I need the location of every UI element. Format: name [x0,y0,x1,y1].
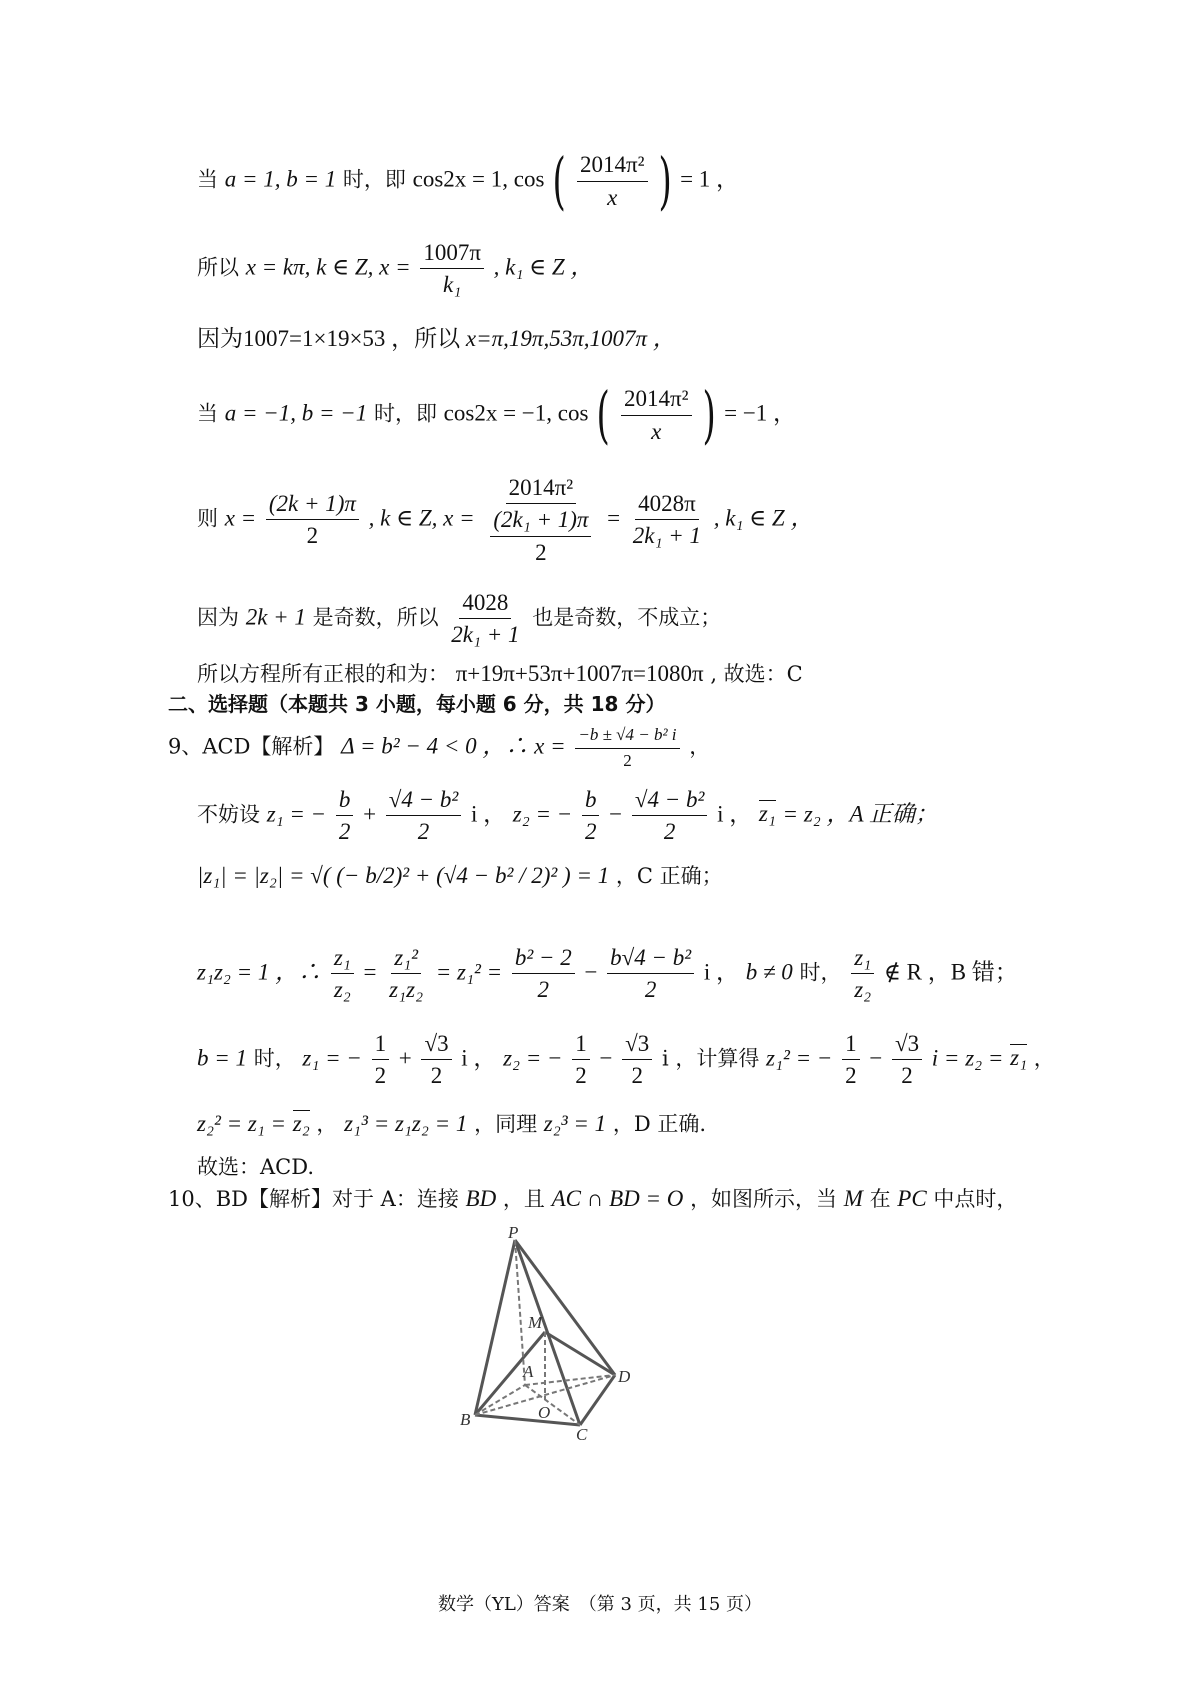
math-expr: x=π,19π,53π,1007π ， [465,326,676,351]
right-paren: ) [702,378,716,451]
label-M: M [528,1313,543,1332]
math-expr: z₂³ = 1 [543,1111,607,1136]
text: ，D 正确. [612,1112,707,1136]
math-expr: = z₁² = [435,959,503,985]
denominator: z₂ [333,977,351,1003]
fraction [572,1031,590,1089]
text: 当 [197,167,218,192]
numerator: 2014π² [506,475,577,504]
edge-BC [475,1415,580,1425]
math-expr: + [398,1045,412,1071]
text: 当 [197,401,218,426]
numerator: 1 [842,1031,860,1060]
text: 所以方程所有正根的和为： [197,662,449,686]
text: 是奇数，所以 [312,605,439,630]
math-expr: π+19π+53π+1007π=1080π [455,661,704,686]
inner-fraction [490,507,591,565]
denominator: 2 [575,1063,587,1089]
left-paren: ( [552,144,566,217]
fraction [582,787,600,845]
q9-line-6 [197,1112,706,1135]
page-footer: 数学（YL）答案 （第 3 页，共 15 页） [437,1594,763,1615]
denominator: 2 [901,1063,913,1089]
fraction [892,1031,922,1089]
fraction [266,491,359,549]
text: 时，即 [373,401,437,426]
denominator: 2 [306,523,319,549]
math-expr: − [584,959,598,985]
math-expr: AC ∩ BD = O [551,1186,684,1211]
math-expr: z₂² = z₁ = [197,1111,287,1136]
numerator: 1007π [420,240,484,269]
edge-AD [525,1375,615,1385]
fraction [575,726,679,770]
denominator: 2k₁ + 1 [632,523,701,549]
solution-line-2 [197,240,593,298]
math-expr: i ， [717,801,753,827]
label-P: P [508,1223,519,1242]
math-expr: − [599,1045,613,1071]
math-expr: cos2x = −1, cos [443,400,589,426]
denominator: k₁ [443,272,462,298]
math-expr: z₁ = − [302,1045,362,1071]
fraction [622,1031,652,1089]
text: 则 [197,506,218,531]
q10-line-1 [168,1187,1017,1210]
math-expr: b = 1 [197,1045,248,1071]
q9-line-5 [197,1031,1055,1089]
text: 中点时， [933,1187,1018,1211]
text: 因为1007=1×19×53 ，所以 [197,326,461,351]
text: 不妨设 [197,802,260,827]
math-expr: BD [465,1186,497,1211]
math-expr: Δ = b² − 4 < 0 ，∴ x = [341,733,566,759]
numerator: z₁ [851,945,874,974]
math-expr: z₂ = − [503,1045,563,1071]
text: 时，即 [342,167,406,192]
q9-line-3 [197,864,723,887]
math-expr: = 1 ， [680,166,740,192]
numerator: (2k + 1)π [266,491,359,520]
numerator: b² − 2 [512,945,575,974]
fraction [372,1031,390,1089]
text: ，同理 [474,1112,538,1136]
pyramid-figure [440,1220,660,1440]
solution-line-4 [197,378,797,451]
math-expr: + [363,801,377,827]
numerator: 2014π² [621,386,692,415]
denominator: x [651,418,662,444]
denominator: 2 [374,1063,387,1089]
numerator: b√4 − b² [607,945,694,974]
text: 因为 [197,605,239,630]
denominator: 2k₁ + 1 [451,622,520,648]
q9-line-2 [197,787,938,845]
math-expr: , k ∈ Z, x = [368,505,475,531]
math-expr: z₁² = − [766,1045,833,1071]
numerator: z₁ [331,945,354,974]
numerator: (2k₁ + 1)π [490,507,591,536]
math-expr: z₁³ = z₁z₂ = 1 [344,1111,468,1136]
denominator: z₁z₂ [389,977,424,1003]
text: 在 [869,1187,891,1211]
edge-PB [475,1240,515,1415]
conjugate-z1: z₁ [758,801,776,827]
denominator: 2 [845,1063,857,1089]
numerator: 4028 [459,590,511,619]
fraction [621,386,692,444]
question-label: 9、ACD【解析】 [168,734,335,759]
math-expr: i = z₂ = [931,1045,1004,1071]
solution-line-5 [197,475,813,565]
edge-BA [475,1385,525,1415]
math-expr: a = −1, b = −1 [224,400,368,426]
text: 时， [253,1046,296,1071]
q9-line-7: 故选：ACD. [197,1155,314,1179]
denominator: 2 [537,977,550,1003]
left-paren: ( [596,378,610,451]
fraction [421,1031,451,1089]
fraction [386,945,426,1003]
text: 所以 [197,255,239,280]
denominator: 2 [644,977,657,1003]
math-expr: z₁ = − [266,801,327,827]
math-expr: = [363,959,377,985]
math-expr: − [869,1045,883,1071]
math-expr: b ≠ 0 [745,959,793,985]
numerator: √3 [892,1031,922,1060]
text: ，如图所示，当 [690,1187,838,1211]
section-heading: 二、选择题（本题共 3 小题，每小题 6 分，共 18 分） [168,692,666,716]
fraction [386,787,462,845]
fraction [607,945,694,1003]
math-expr: = [607,505,621,531]
denominator: 2 [417,819,430,845]
math-expr: a = 1, b = 1 [224,166,337,192]
label-A: A [523,1362,534,1381]
solution-line-6 [197,590,721,648]
numerator: z₁² [391,945,421,974]
label-C: C [576,1425,588,1440]
numerator: 2014π² [577,152,648,181]
numerator: 1 [572,1031,590,1060]
edge-PD [515,1240,615,1375]
fraction [512,945,575,1003]
math-expr: = −1 ， [724,400,797,426]
numerator: √3 [421,1031,451,1060]
label-B: B [460,1410,471,1429]
denominator: 2 [430,1063,443,1089]
math-expr: , k₁ ∈ Z ， [713,505,814,531]
math-expr: i ， [461,1045,497,1071]
solution-line-1 [197,144,740,217]
math-expr: |z₁| = |z₂| = √( (− b/2)² + (√4 − b² / 2)² ) = 1 [197,863,610,888]
numerator: 4028π [635,491,699,520]
math-expr: i ， [470,801,507,827]
solution-line-7 [197,662,803,685]
conjugate-z1: z₁ [1010,1045,1028,1071]
denominator: 2 [663,819,676,845]
text: 时， [799,960,842,985]
math-expr: M [843,1186,863,1211]
text: ， [1033,1046,1055,1071]
math-expr: = z₂ ，A 正确； [782,801,938,827]
numerator: √3 [622,1031,652,1060]
denominator: 2 [584,819,597,845]
label-O: O [538,1403,551,1422]
question-label: 10、BD【解析】对于 A：连接 [168,1187,459,1211]
text: i ，计算得 [661,1046,760,1071]
numerator: −b ± √4 − b² i [575,726,679,749]
text: ， [316,1112,338,1136]
denominator: x [607,184,618,210]
denominator [484,504,597,565]
text: ，且 [502,1187,545,1211]
text: ， [689,734,711,759]
math-expr: − [609,801,623,827]
text: , 故选：C [710,662,803,686]
denominator: 2 [631,1063,643,1089]
math-expr: 2k + 1 [245,604,306,630]
text: 也是奇数，不成立； [532,605,722,630]
math-expr: i ， [703,959,739,985]
numerator: b [336,787,354,816]
conjugate-z2: z₂ [292,1111,310,1136]
q9-line-1 [168,726,710,770]
math-expr: PC [897,1186,927,1211]
numerator: √4 − b² [386,787,462,816]
fraction [331,945,354,1003]
fraction [630,491,704,549]
fraction [577,152,648,210]
denominator: 2 [535,539,547,565]
fraction [448,590,522,648]
math-expr: x = [224,505,257,531]
denominator: z₂ [854,977,872,1003]
compound-fraction [484,475,597,565]
text: ，C 正确； [615,864,723,888]
right-paren: ) [658,144,672,217]
fraction [842,1031,860,1089]
fraction [851,945,874,1003]
fraction [632,787,708,845]
denominator: 2 [623,750,632,770]
numerator: √4 − b² [632,787,708,816]
denominator: 2 [338,819,351,845]
solution-line-3 [197,327,676,350]
math-expr: , k₁ ∈ Z ， [493,254,594,280]
numerator: 1 [372,1031,390,1060]
math-expr: cos2x = 1, cos [412,166,545,192]
label-D: D [618,1367,631,1386]
fraction [420,240,484,298]
numerator: b [582,787,600,816]
math-expr: x = kπ, k ∈ Z, x = [245,254,411,280]
fraction [336,787,354,845]
math-expr: z₂ = − [512,801,573,827]
math-expr: ∉ R ，B 错； [883,959,1018,985]
math-expr: z₁z₂ = 1 ，∴ [197,959,322,985]
q9-line-4 [197,945,1018,1003]
